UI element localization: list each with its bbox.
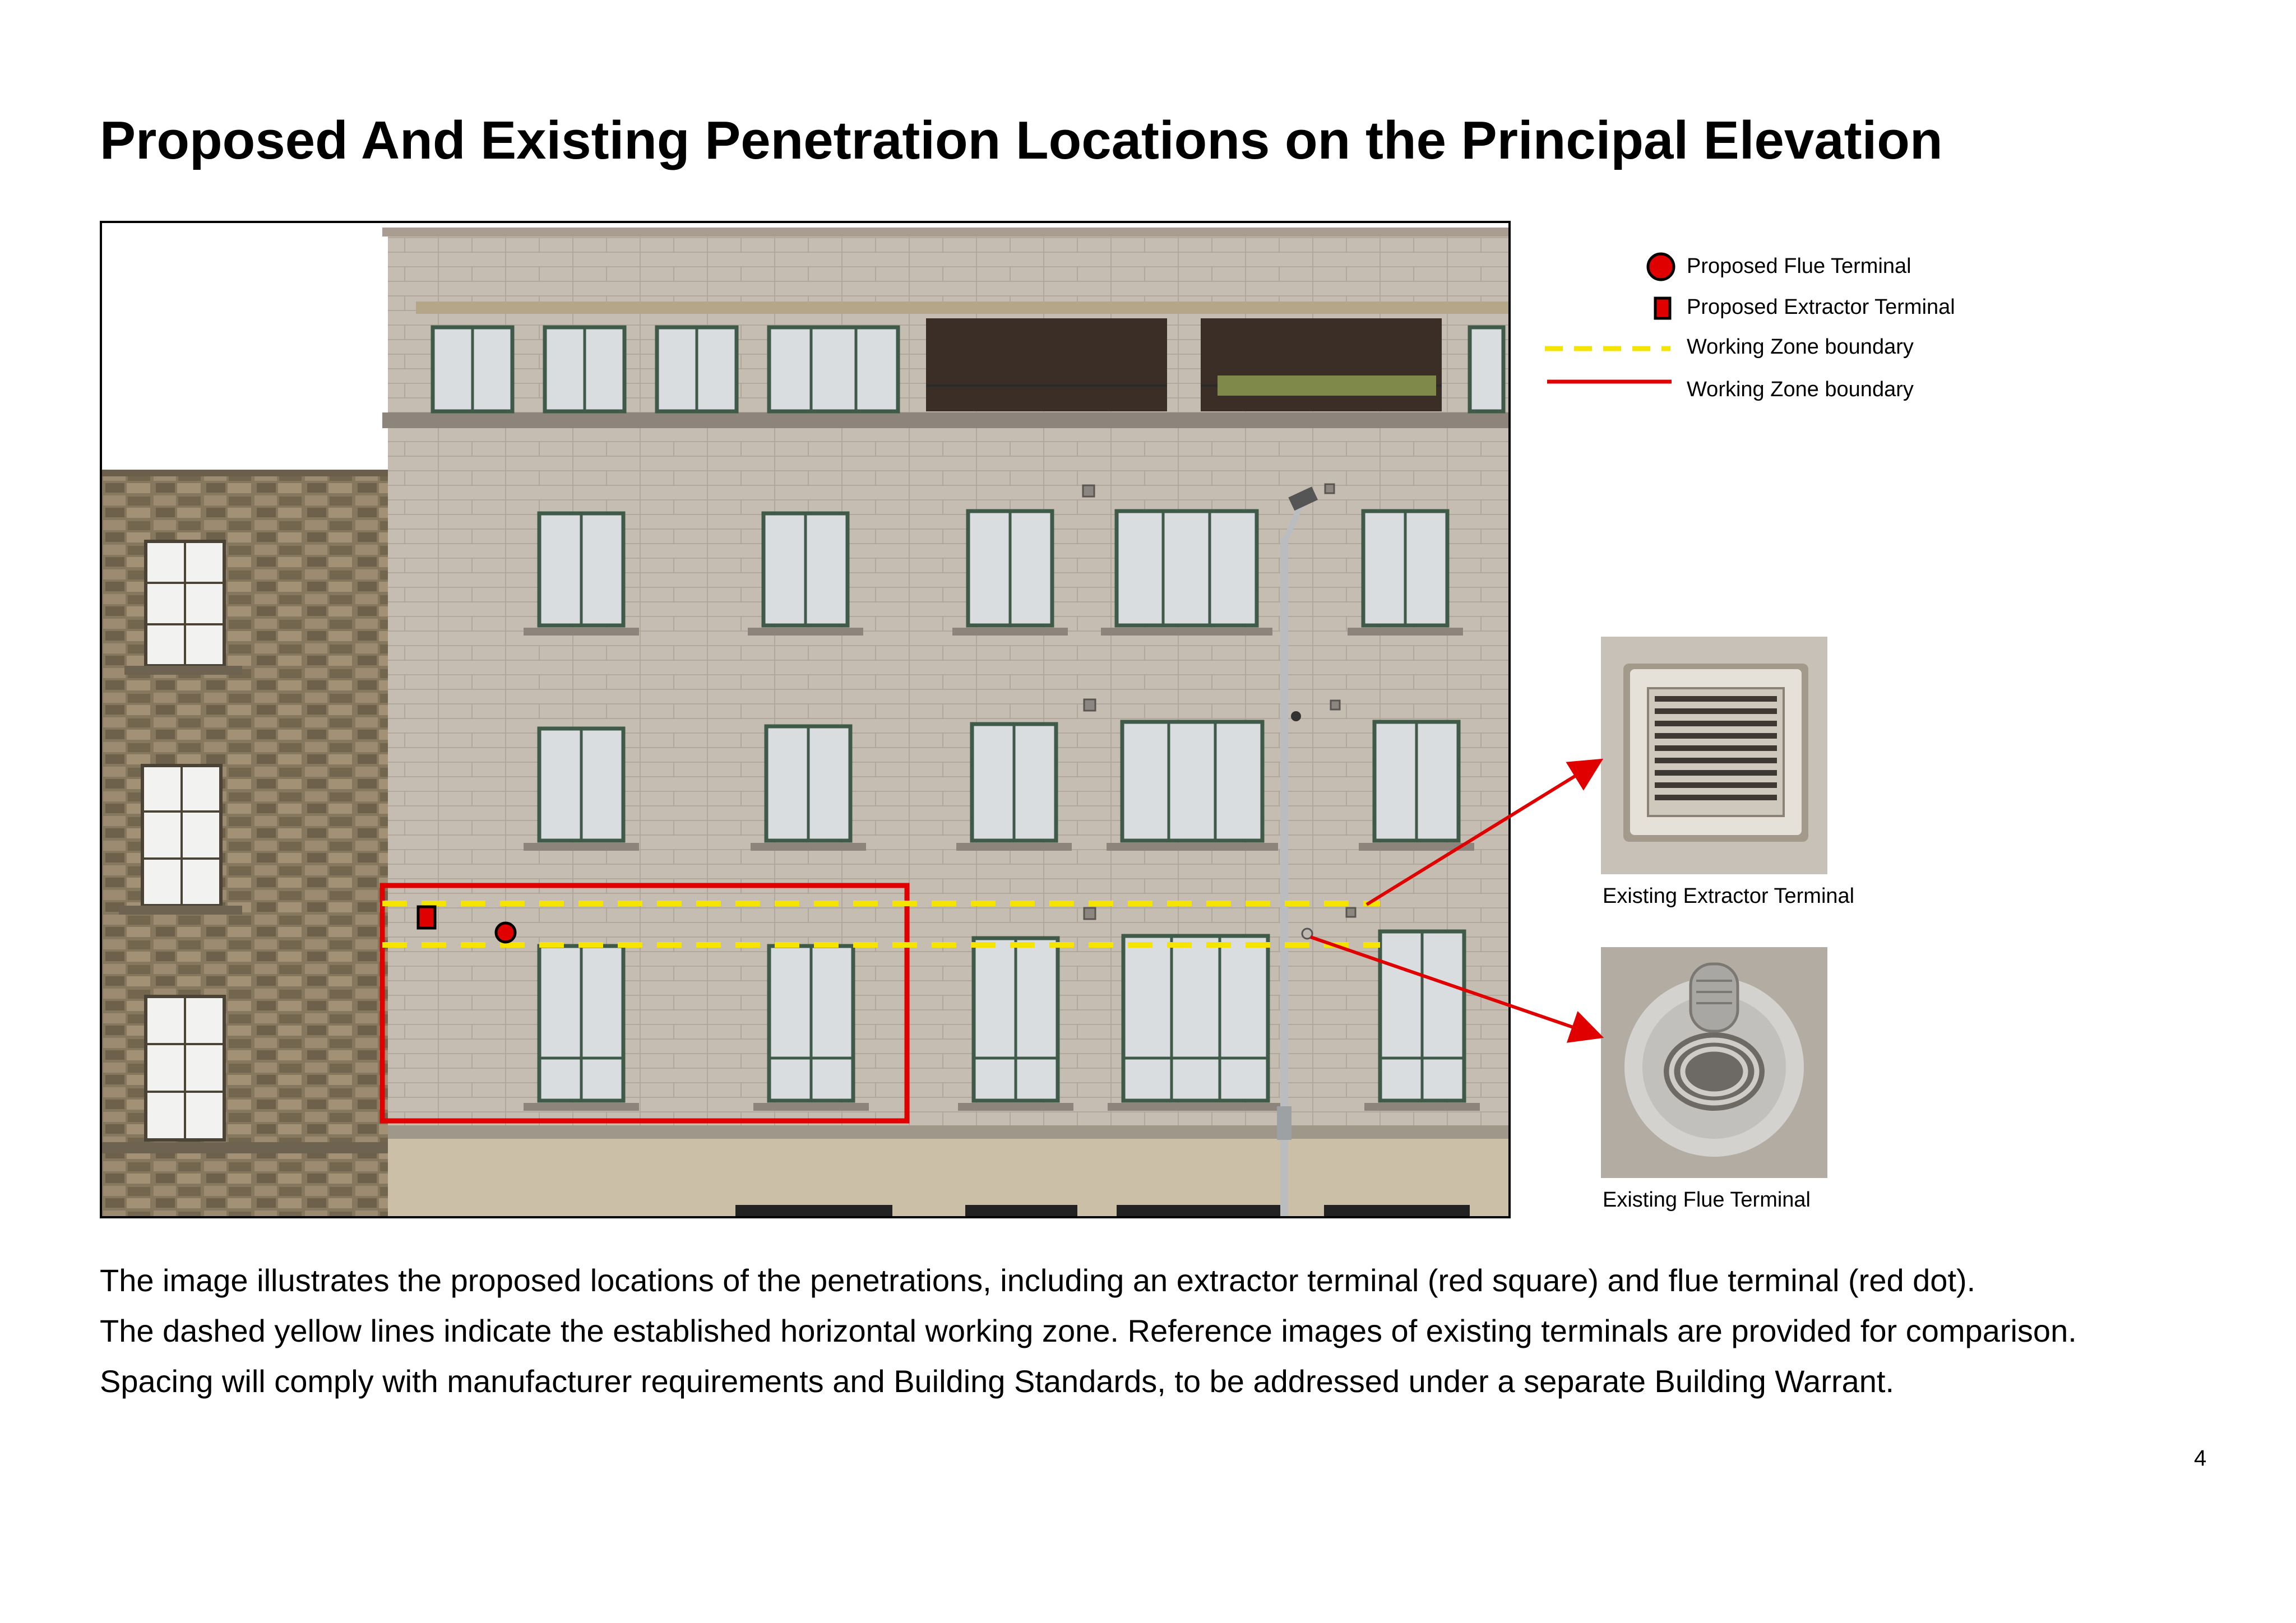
existing-extractor-caption: Existing Extractor Terminal [1603, 884, 1855, 908]
legend-label-yellow-zone: Working Zone boundary [1687, 335, 1914, 359]
description-line-3: Spacing will comply with manufacturer requirements and Building Standards, to be addressed under a separate Building Warrant. [100, 1364, 1894, 1399]
page-number: 4 [2194, 1446, 2207, 1471]
page-title: Proposed And Existing Penetration Locations on the Principal Elevation [100, 110, 1943, 170]
legend-red-dot-icon [1648, 254, 1674, 280]
legend-red-square-icon [1655, 298, 1670, 318]
legend-label-extractor: Proposed Extractor Terminal [1687, 295, 1955, 319]
elevation-photo [100, 221, 1511, 1218]
description-line-2: The dashed yellow lines indicate the established horizontal working zone. Reference images of existing terminals are provided for comparison. [100, 1313, 2077, 1348]
proposed-extractor-marker [418, 907, 435, 928]
legend-label-red-zone: Working Zone boundary [1687, 378, 1914, 401]
description-line-1: The image illustrates the proposed locations of the penetrations, including an extractor terminal (red square) and flue terminal (red dot). [100, 1263, 1976, 1298]
legend-label-flue: Proposed Flue Terminal [1687, 254, 1911, 278]
existing-flue-photo [1601, 947, 1827, 1178]
proposed-flue-marker [496, 923, 515, 942]
existing-extractor-photo [1601, 637, 1827, 874]
existing-flue-caption: Existing Flue Terminal [1603, 1188, 1811, 1212]
